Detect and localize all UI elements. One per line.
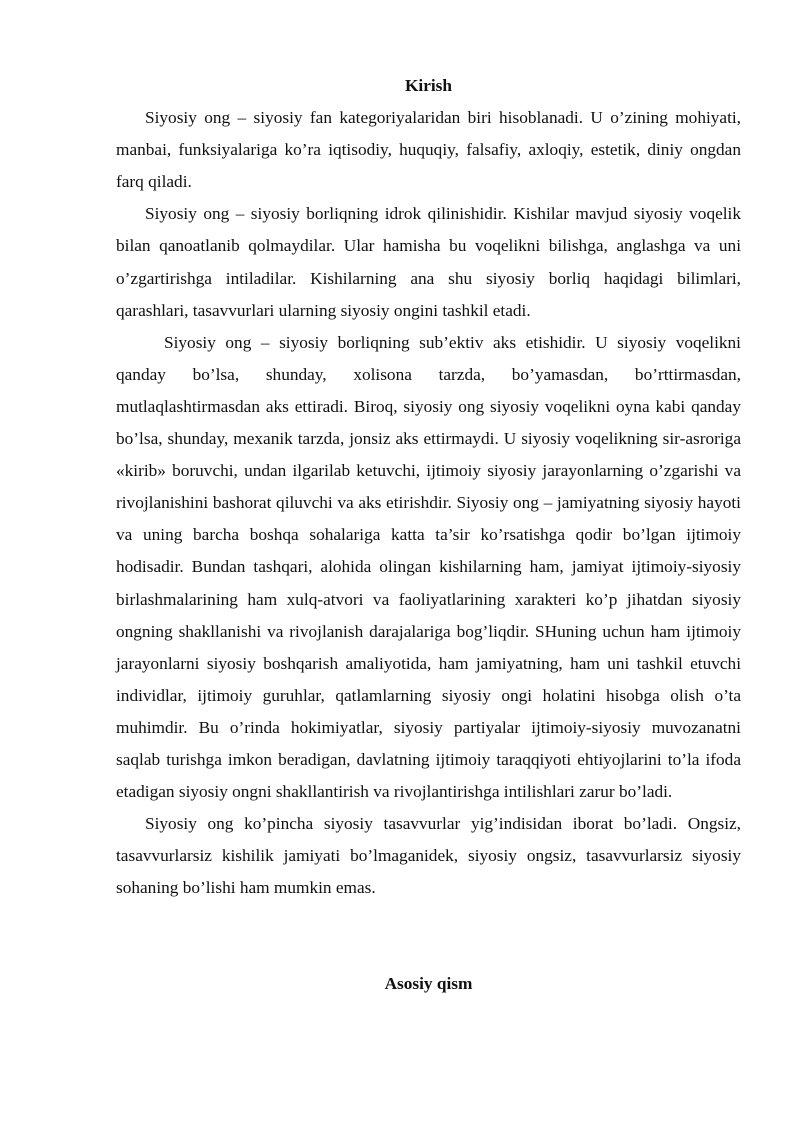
- paragraph-3: Siyosiy ong – siyosiy borliqning sub’ektiv aks etishidir. U siyosiy voqelikni qanday bo’lsa, shunday, xolisona tarzda, bo’yamasdan, bo’rttirmasdan, mutlaqlashtirmasdan aks ettiradi. Biroq, siyosiy ong siyosiy voqelikni oyna kabi qanday bo’lsa, shunday, mexanik tarzda, jonsiz aks ettirmaydi. U siyosiy voqelikning sir-asroriga «kirib» boruvchi, undan ilgarilab ketuvchi, ijtimoiy siyosiy jarayonlarning o’zgarishi va rivojlanishini bashorat qiluvchi va aks etirishdir. Siyosiy ong – jamiyatning siyosiy hayoti va uning barcha boshqa sohalariga katta ta’sir ko’rsatishga qodir bo’lgan ijtimoiy hodisadir. Bundan tashqari, alohida olingan kishilarning ham, jamiyat ijtimoiy-siyosiy birlashmalarining ham xulq-atvori va faoliyatlarining xarakteri ko’p jihatdan siyosiy ongning shakllanishi va rivojlanish darajalariga bog’liqdir. SHuning uchun ham ijtimoiy jarayonlarni siyosiy boshqarish amaliyotida, ham jamiyatning, ham uni tashkil etuvchi individlar, ijtimoiy guruhlar, qatlamlarning siyosiy ongi holatini hisobga olish o’ta muhimdir. Bu o’rinda hokimiyatlar, siyosiy partiyalar ijtimoiy-siyosiy muvozanatni saqlab turishga imkon beradigan, davlatning ijtimoiy taraqqiyoti ehtiyojlarini to’la ifoda etadigan siyosiy ongni shakllantirish va rivojlantirishga intilishlari zarur bo’ladi.: [116, 332, 741, 802]
- paragraph-4: Siyosiy ong ko’pincha siyosiy tasavvurlar yig’indisidan iborat bo’ladi. Ongsiz, tasavvurlarsiz kishilik jamiyati bo’lmaganidek, siyosiy ongsiz, tasavvurlarsiz siyosiy sohaning bo’lishi ham mumkin emas.: [116, 814, 741, 898]
- intro-heading: Kirish: [404, 76, 453, 95]
- paragraph-2: Siyosiy ong – siyosiy borliqning idrok qilinishidir. Kishilar mavjud siyosiy voqelik bilan qanoatlanib qolmaydilar. Ular hamisha bu voqelikni bilishga, anglashga va uni o’zgartirishga intiladilar. Kishilarning ana shu siyosiy borliq haqidagi bilimlari, qarashlari, tasavvurlari ularning siyosiy ongini tashkil etadi.: [116, 204, 741, 320]
- document-page: [116, 70, 741, 1001]
- section-gap: [116, 904, 741, 968]
- paragraph-1: Siyosiy ong – siyosiy fan kategoriyalaridan biri hisoblanadi. U o’zining mohiyati, manbai, funksiyalariga ko’ra iqtisodiy, huquqiy, falsafiy, axloqiy, estetik, diniy ongdan farq qiladi.: [116, 108, 741, 192]
- main-heading: Asosiy qism: [384, 974, 473, 994]
